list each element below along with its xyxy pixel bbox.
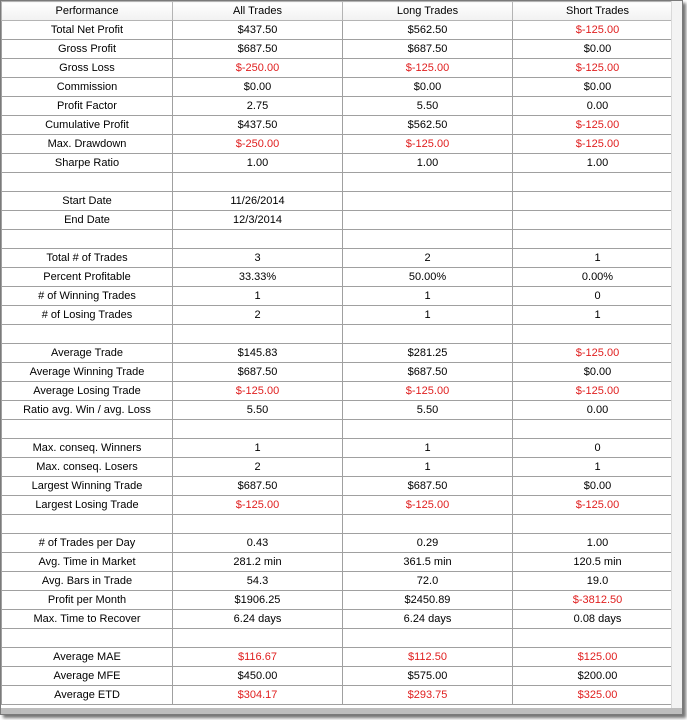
row-label[interactable]: Average Winning Trade bbox=[2, 363, 173, 382]
table-row[interactable] bbox=[2, 344, 683, 363]
short-trades-cell[interactable]: $0.00 bbox=[513, 477, 683, 496]
row-label[interactable]: Percent Profitable bbox=[2, 268, 173, 287]
short-trades-cell[interactable]: 0.00 bbox=[513, 97, 683, 116]
all-trades-cell[interactable]: 2.75 bbox=[173, 97, 343, 116]
spacer-row[interactable] bbox=[2, 629, 683, 648]
short-trades-cell[interactable] bbox=[513, 629, 683, 648]
long-trades-cell[interactable]: 1 bbox=[343, 458, 513, 477]
all-trades-cell[interactable]: $-125.00 bbox=[173, 496, 343, 515]
long-trades-cell[interactable] bbox=[343, 515, 513, 534]
all-trades-cell[interactable]: $-250.00 bbox=[173, 59, 343, 78]
long-trades-cell[interactable] bbox=[343, 173, 513, 192]
table-row[interactable] bbox=[2, 553, 683, 572]
all-trades-cell[interactable]: 54.3 bbox=[173, 572, 343, 591]
row-label[interactable]: Total # of Trades bbox=[2, 249, 173, 268]
all-trades-cell[interactable]: 2 bbox=[173, 306, 343, 325]
short-trades-cell[interactable]: 0.08 days bbox=[513, 610, 683, 629]
table-row[interactable] bbox=[2, 572, 683, 591]
table-row[interactable] bbox=[2, 363, 683, 382]
row-label[interactable]: Avg. Time in Market bbox=[2, 553, 173, 572]
short-trades-cell[interactable]: $-3812.50 bbox=[513, 591, 683, 610]
short-trades-cell[interactable]: 0.00 bbox=[513, 401, 683, 420]
spacer-row[interactable] bbox=[2, 325, 683, 344]
table-row[interactable] bbox=[2, 59, 683, 78]
row-label[interactable]: Start Date bbox=[2, 192, 173, 211]
all-trades-cell[interactable] bbox=[173, 515, 343, 534]
row-label[interactable]: # of Trades per Day bbox=[2, 534, 173, 553]
all-trades-cell[interactable]: 33.33% bbox=[173, 268, 343, 287]
all-trades-cell[interactable]: $0.00 bbox=[173, 78, 343, 97]
short-trades-cell[interactable]: $0.00 bbox=[513, 363, 683, 382]
row-label[interactable]: Largest Losing Trade bbox=[2, 496, 173, 515]
row-label[interactable]: Average Trade bbox=[2, 344, 173, 363]
short-trades-cell[interactable] bbox=[513, 173, 683, 192]
all-trades-cell[interactable]: $687.50 bbox=[173, 40, 343, 59]
long-trades-cell[interactable] bbox=[343, 230, 513, 249]
all-trades-cell[interactable]: $1906.25 bbox=[173, 591, 343, 610]
long-trades-cell[interactable]: $293.75 bbox=[343, 686, 513, 705]
all-trades-cell[interactable]: $437.50 bbox=[173, 21, 343, 40]
long-trades-cell[interactable]: $575.00 bbox=[343, 667, 513, 686]
long-trades-cell[interactable]: 0.29 bbox=[343, 534, 513, 553]
long-trades-cell[interactable]: $687.50 bbox=[343, 363, 513, 382]
column-header-performance[interactable]: Performance bbox=[2, 2, 173, 21]
long-trades-cell[interactable]: 1.00 bbox=[343, 154, 513, 173]
all-trades-cell[interactable]: $145.83 bbox=[173, 344, 343, 363]
short-trades-cell[interactable]: $200.00 bbox=[513, 667, 683, 686]
row-label[interactable]: Sharpe Ratio bbox=[2, 154, 173, 173]
table-row[interactable] bbox=[2, 192, 683, 211]
all-trades-cell[interactable] bbox=[173, 173, 343, 192]
all-trades-cell[interactable]: 5.50 bbox=[173, 401, 343, 420]
table-row[interactable] bbox=[2, 667, 683, 686]
spacer-row[interactable] bbox=[2, 420, 683, 439]
short-trades-cell[interactable] bbox=[513, 192, 683, 211]
table-row[interactable] bbox=[2, 97, 683, 116]
row-label[interactable] bbox=[2, 420, 173, 439]
all-trades-cell[interactable]: 11/26/2014 bbox=[173, 192, 343, 211]
table-row[interactable] bbox=[2, 496, 683, 515]
long-trades-cell[interactable]: $-125.00 bbox=[343, 382, 513, 401]
short-trades-cell[interactable]: 120.5 min bbox=[513, 553, 683, 572]
short-trades-cell[interactable]: 0 bbox=[513, 287, 683, 306]
all-trades-cell[interactable] bbox=[173, 230, 343, 249]
table-row[interactable] bbox=[2, 610, 683, 629]
row-label[interactable]: Commission bbox=[2, 78, 173, 97]
short-trades-cell[interactable]: $125.00 bbox=[513, 648, 683, 667]
row-label[interactable]: Average Losing Trade bbox=[2, 382, 173, 401]
table-row[interactable] bbox=[2, 439, 683, 458]
all-trades-cell[interactable]: $687.50 bbox=[173, 477, 343, 496]
row-label[interactable] bbox=[2, 515, 173, 534]
row-label[interactable]: Profit Factor bbox=[2, 97, 173, 116]
long-trades-cell[interactable]: 361.5 min bbox=[343, 553, 513, 572]
all-trades-cell[interactable]: $437.50 bbox=[173, 116, 343, 135]
long-trades-cell[interactable] bbox=[343, 629, 513, 648]
all-trades-cell[interactable]: 281.2 min bbox=[173, 553, 343, 572]
short-trades-cell[interactable]: 1.00 bbox=[513, 534, 683, 553]
long-trades-cell[interactable]: $281.25 bbox=[343, 344, 513, 363]
row-label[interactable] bbox=[2, 629, 173, 648]
short-trades-cell[interactable]: $-125.00 bbox=[513, 382, 683, 401]
short-trades-cell[interactable] bbox=[513, 325, 683, 344]
vertical-scrollbar[interactable] bbox=[671, 1, 682, 714]
row-label[interactable]: Gross Profit bbox=[2, 40, 173, 59]
row-label[interactable]: Avg. Bars in Trade bbox=[2, 572, 173, 591]
long-trades-cell[interactable]: $-125.00 bbox=[343, 496, 513, 515]
row-label[interactable]: Average MFE bbox=[2, 667, 173, 686]
all-trades-cell[interactable]: 6.24 days bbox=[173, 610, 343, 629]
long-trades-cell[interactable] bbox=[343, 192, 513, 211]
table-row[interactable] bbox=[2, 401, 683, 420]
short-trades-cell[interactable]: $0.00 bbox=[513, 40, 683, 59]
row-label[interactable]: Profit per Month bbox=[2, 591, 173, 610]
all-trades-cell[interactable]: $304.17 bbox=[173, 686, 343, 705]
short-trades-cell[interactable]: $-125.00 bbox=[513, 59, 683, 78]
long-trades-cell[interactable]: 50.00% bbox=[343, 268, 513, 287]
table-row[interactable] bbox=[2, 40, 683, 59]
table-row[interactable] bbox=[2, 116, 683, 135]
all-trades-cell[interactable]: 1.00 bbox=[173, 154, 343, 173]
all-trades-cell[interactable]: $-250.00 bbox=[173, 135, 343, 154]
row-label[interactable] bbox=[2, 325, 173, 344]
long-trades-cell[interactable]: $687.50 bbox=[343, 40, 513, 59]
spacer-row[interactable] bbox=[2, 230, 683, 249]
row-label[interactable]: # of Winning Trades bbox=[2, 287, 173, 306]
all-trades-cell[interactable]: $116.67 bbox=[173, 648, 343, 667]
table-row[interactable] bbox=[2, 78, 683, 97]
all-trades-cell[interactable]: 12/3/2014 bbox=[173, 211, 343, 230]
long-trades-cell[interactable] bbox=[343, 211, 513, 230]
table-row[interactable] bbox=[2, 458, 683, 477]
table-row[interactable] bbox=[2, 135, 683, 154]
row-label[interactable]: Average MAE bbox=[2, 648, 173, 667]
short-trades-cell[interactable]: 0.00% bbox=[513, 268, 683, 287]
long-trades-cell[interactable]: $-125.00 bbox=[343, 135, 513, 154]
row-label[interactable]: Max. Time to Recover bbox=[2, 610, 173, 629]
long-trades-cell[interactable]: $-125.00 bbox=[343, 59, 513, 78]
row-label[interactable]: Total Net Profit bbox=[2, 21, 173, 40]
long-trades-cell[interactable]: 5.50 bbox=[343, 97, 513, 116]
short-trades-cell[interactable]: 1.00 bbox=[513, 154, 683, 173]
table-row[interactable] bbox=[2, 154, 683, 173]
short-trades-cell[interactable]: 0 bbox=[513, 439, 683, 458]
row-label[interactable]: Average ETD bbox=[2, 686, 173, 705]
short-trades-cell[interactable]: 1 bbox=[513, 249, 683, 268]
long-trades-cell[interactable]: $2450.89 bbox=[343, 591, 513, 610]
all-trades-cell[interactable] bbox=[173, 420, 343, 439]
table-row[interactable] bbox=[2, 382, 683, 401]
table-row[interactable] bbox=[2, 249, 683, 268]
short-trades-cell[interactable]: $-125.00 bbox=[513, 116, 683, 135]
long-trades-cell[interactable]: 72.0 bbox=[343, 572, 513, 591]
short-trades-cell[interactable]: 19.0 bbox=[513, 572, 683, 591]
long-trades-cell[interactable]: 5.50 bbox=[343, 401, 513, 420]
all-trades-cell[interactable]: $450.00 bbox=[173, 667, 343, 686]
header-row bbox=[2, 2, 683, 21]
row-label[interactable]: Gross Loss bbox=[2, 59, 173, 78]
row-label[interactable] bbox=[2, 173, 173, 192]
row-label[interactable]: # of Losing Trades bbox=[2, 306, 173, 325]
table-row[interactable] bbox=[2, 648, 683, 667]
short-trades-cell[interactable]: $-125.00 bbox=[513, 344, 683, 363]
table-row[interactable] bbox=[2, 591, 683, 610]
long-trades-cell[interactable]: $0.00 bbox=[343, 78, 513, 97]
column-header-short-trades[interactable]: Short Trades bbox=[513, 2, 683, 21]
short-trades-cell[interactable] bbox=[513, 420, 683, 439]
row-label[interactable]: Largest Winning Trade bbox=[2, 477, 173, 496]
table-row[interactable] bbox=[2, 477, 683, 496]
long-trades-cell[interactable]: $112.50 bbox=[343, 648, 513, 667]
column-header-all-trades[interactable]: All Trades bbox=[173, 2, 343, 21]
table-row[interactable] bbox=[2, 306, 683, 325]
long-trades-cell[interactable]: $562.50 bbox=[343, 116, 513, 135]
short-trades-cell[interactable]: $325.00 bbox=[513, 686, 683, 705]
short-trades-cell[interactable]: 1 bbox=[513, 458, 683, 477]
row-label[interactable]: Ratio avg. Win / avg. Loss bbox=[2, 401, 173, 420]
all-trades-cell[interactable]: 3 bbox=[173, 249, 343, 268]
short-trades-cell[interactable]: $-125.00 bbox=[513, 135, 683, 154]
table-body bbox=[2, 21, 683, 705]
short-trades-cell[interactable] bbox=[513, 211, 683, 230]
row-label[interactable]: Max. Drawdown bbox=[2, 135, 173, 154]
horizontal-scrollbar[interactable] bbox=[1, 708, 682, 714]
short-trades-cell[interactable] bbox=[513, 515, 683, 534]
row-label[interactable]: Max. conseq. Losers bbox=[2, 458, 173, 477]
long-trades-cell[interactable]: 1 bbox=[343, 439, 513, 458]
long-trades-cell[interactable] bbox=[343, 325, 513, 344]
short-trades-cell[interactable]: $-125.00 bbox=[513, 496, 683, 515]
short-trades-cell[interactable] bbox=[513, 230, 683, 249]
all-trades-cell[interactable]: 1 bbox=[173, 287, 343, 306]
column-header-long-trades[interactable]: Long Trades bbox=[343, 2, 513, 21]
short-trades-cell[interactable]: $-125.00 bbox=[513, 21, 683, 40]
all-trades-cell[interactable]: 2 bbox=[173, 458, 343, 477]
row-label[interactable]: Max. conseq. Winners bbox=[2, 439, 173, 458]
table-row[interactable] bbox=[2, 686, 683, 705]
long-trades-cell[interactable] bbox=[343, 420, 513, 439]
short-trades-cell[interactable]: $0.00 bbox=[513, 78, 683, 97]
all-trades-cell[interactable] bbox=[173, 325, 343, 344]
table-row[interactable] bbox=[2, 287, 683, 306]
spacer-row[interactable] bbox=[2, 515, 683, 534]
long-trades-cell[interactable]: 6.24 days bbox=[343, 610, 513, 629]
row-label[interactable]: End Date bbox=[2, 211, 173, 230]
row-label[interactable] bbox=[2, 230, 173, 249]
all-trades-cell[interactable]: $687.50 bbox=[173, 363, 343, 382]
long-trades-cell[interactable]: 1 bbox=[343, 306, 513, 325]
all-trades-cell[interactable]: 1 bbox=[173, 439, 343, 458]
all-trades-cell[interactable]: $-125.00 bbox=[173, 382, 343, 401]
performance-table bbox=[1, 1, 683, 705]
spacer-row[interactable] bbox=[2, 173, 683, 192]
long-trades-cell[interactable]: 2 bbox=[343, 249, 513, 268]
row-label[interactable]: Cumulative Profit bbox=[2, 116, 173, 135]
long-trades-cell[interactable]: $687.50 bbox=[343, 477, 513, 496]
table-row[interactable] bbox=[2, 211, 683, 230]
all-trades-cell[interactable] bbox=[173, 629, 343, 648]
all-trades-cell[interactable]: 0.43 bbox=[173, 534, 343, 553]
long-trades-cell[interactable]: 1 bbox=[343, 287, 513, 306]
long-trades-cell[interactable]: $562.50 bbox=[343, 21, 513, 40]
table-row[interactable] bbox=[2, 268, 683, 287]
short-trades-cell[interactable]: 1 bbox=[513, 306, 683, 325]
table-row[interactable] bbox=[2, 534, 683, 553]
table-row[interactable] bbox=[2, 21, 683, 40]
